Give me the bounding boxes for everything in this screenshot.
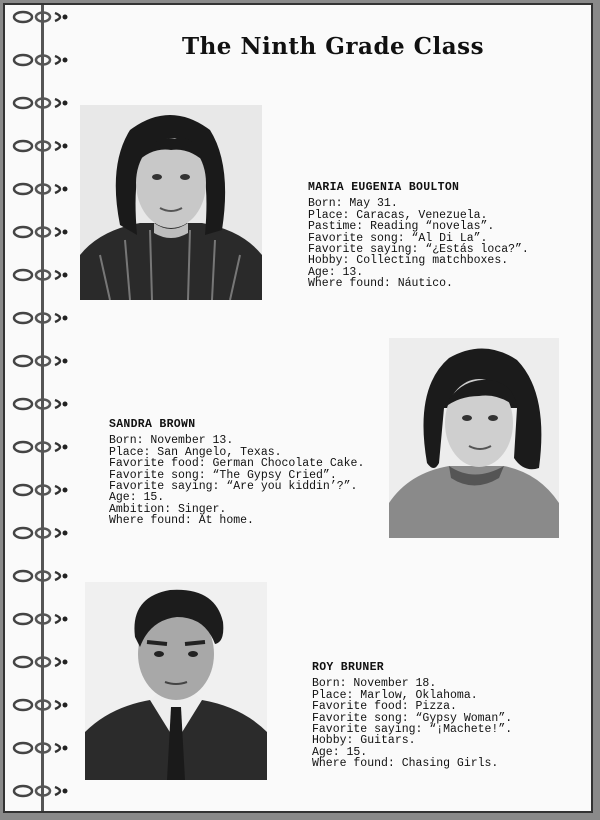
entry-line: Place: Marlow, Oklahoma.: [312, 688, 478, 702]
entry-line: Favorite food: German Chocolate Cake.: [109, 457, 365, 471]
entry-line: Born: November 13.: [109, 434, 234, 448]
binding-ring-icon: [11, 95, 69, 109]
binding-ring-icon: [11, 525, 69, 539]
entry-line: Hobby: Guitars.: [312, 734, 416, 748]
entry-line: Favorite saying: “¡Machete!”.: [312, 723, 513, 737]
yearbook-page: [3, 3, 593, 813]
entry-line: Favorite saying: “¿Estás loca?”.: [308, 243, 529, 257]
entry-line: Hobby: Collecting matchboxes.: [308, 254, 509, 268]
entry-line: Favorite song: “Gypsy Woman”.: [312, 711, 513, 725]
entry-line: Pastime: Reading “novelas”.: [308, 220, 495, 234]
student-photo-3: [85, 582, 267, 780]
binding-ring-icon: [11, 267, 69, 281]
entry-line: Where found: Chasing Girls.: [312, 757, 499, 771]
entry-line: Born: November 18.: [312, 677, 437, 691]
student-name: ROY BRUNER: [312, 661, 385, 674]
student-name: MARIA EUGENIA BOULTON: [308, 181, 460, 194]
student-entry-1: [308, 182, 529, 290]
student-photo-2: [389, 338, 559, 538]
binding-ring-icon: [11, 654, 69, 668]
binding-ring-icon: [11, 740, 69, 754]
entry-line: Favorite food: Pizza.: [312, 700, 457, 714]
binding-ring-icon: [11, 568, 69, 582]
binding-ring-icon: [11, 482, 69, 496]
entry-line: Ambition: Singer.: [109, 502, 227, 516]
entry-line: Age: 13.: [308, 265, 364, 279]
entry-line: Where found: At home.: [109, 514, 254, 528]
entry-line: Age: 15.: [312, 745, 368, 759]
entry-line: Age: 15.: [109, 491, 165, 505]
binding-ring-icon: [11, 224, 69, 238]
binding-ring-icon: [11, 9, 69, 23]
binding-ring-icon: [11, 138, 69, 152]
entry-line: Favorite song: “Al Di La”.: [308, 231, 488, 245]
binding-ring-icon: [11, 697, 69, 711]
binding-ring-icon: [11, 611, 69, 625]
page-title: The Ninth Grade Class: [181, 33, 485, 60]
binding-ring-icon: [11, 181, 69, 195]
student-photo-1: [80, 105, 262, 300]
entry-line: Favorite song: “The Gypsy Cried”.: [109, 468, 337, 482]
binding-ring-icon: [11, 439, 69, 453]
binding-ring-icon: [11, 396, 69, 410]
binding-ring-icon: [11, 783, 69, 797]
student-name: SANDRA BROWN: [109, 418, 196, 431]
entry-line: Favorite saying: “Are you kiddin’?”.: [109, 480, 358, 494]
binding-ring-icon: [11, 310, 69, 324]
entry-line: Where found: Náutico.: [308, 277, 453, 291]
student-entry-3: [312, 662, 512, 770]
entry-line: Born: May 31.: [308, 197, 398, 211]
entry-line: Place: San Angelo, Texas.: [109, 445, 282, 459]
student-entry-2: [109, 419, 364, 527]
entry-line: Place: Caracas, Venezuela.: [308, 208, 488, 222]
binding-ring-icon: [11, 353, 69, 367]
